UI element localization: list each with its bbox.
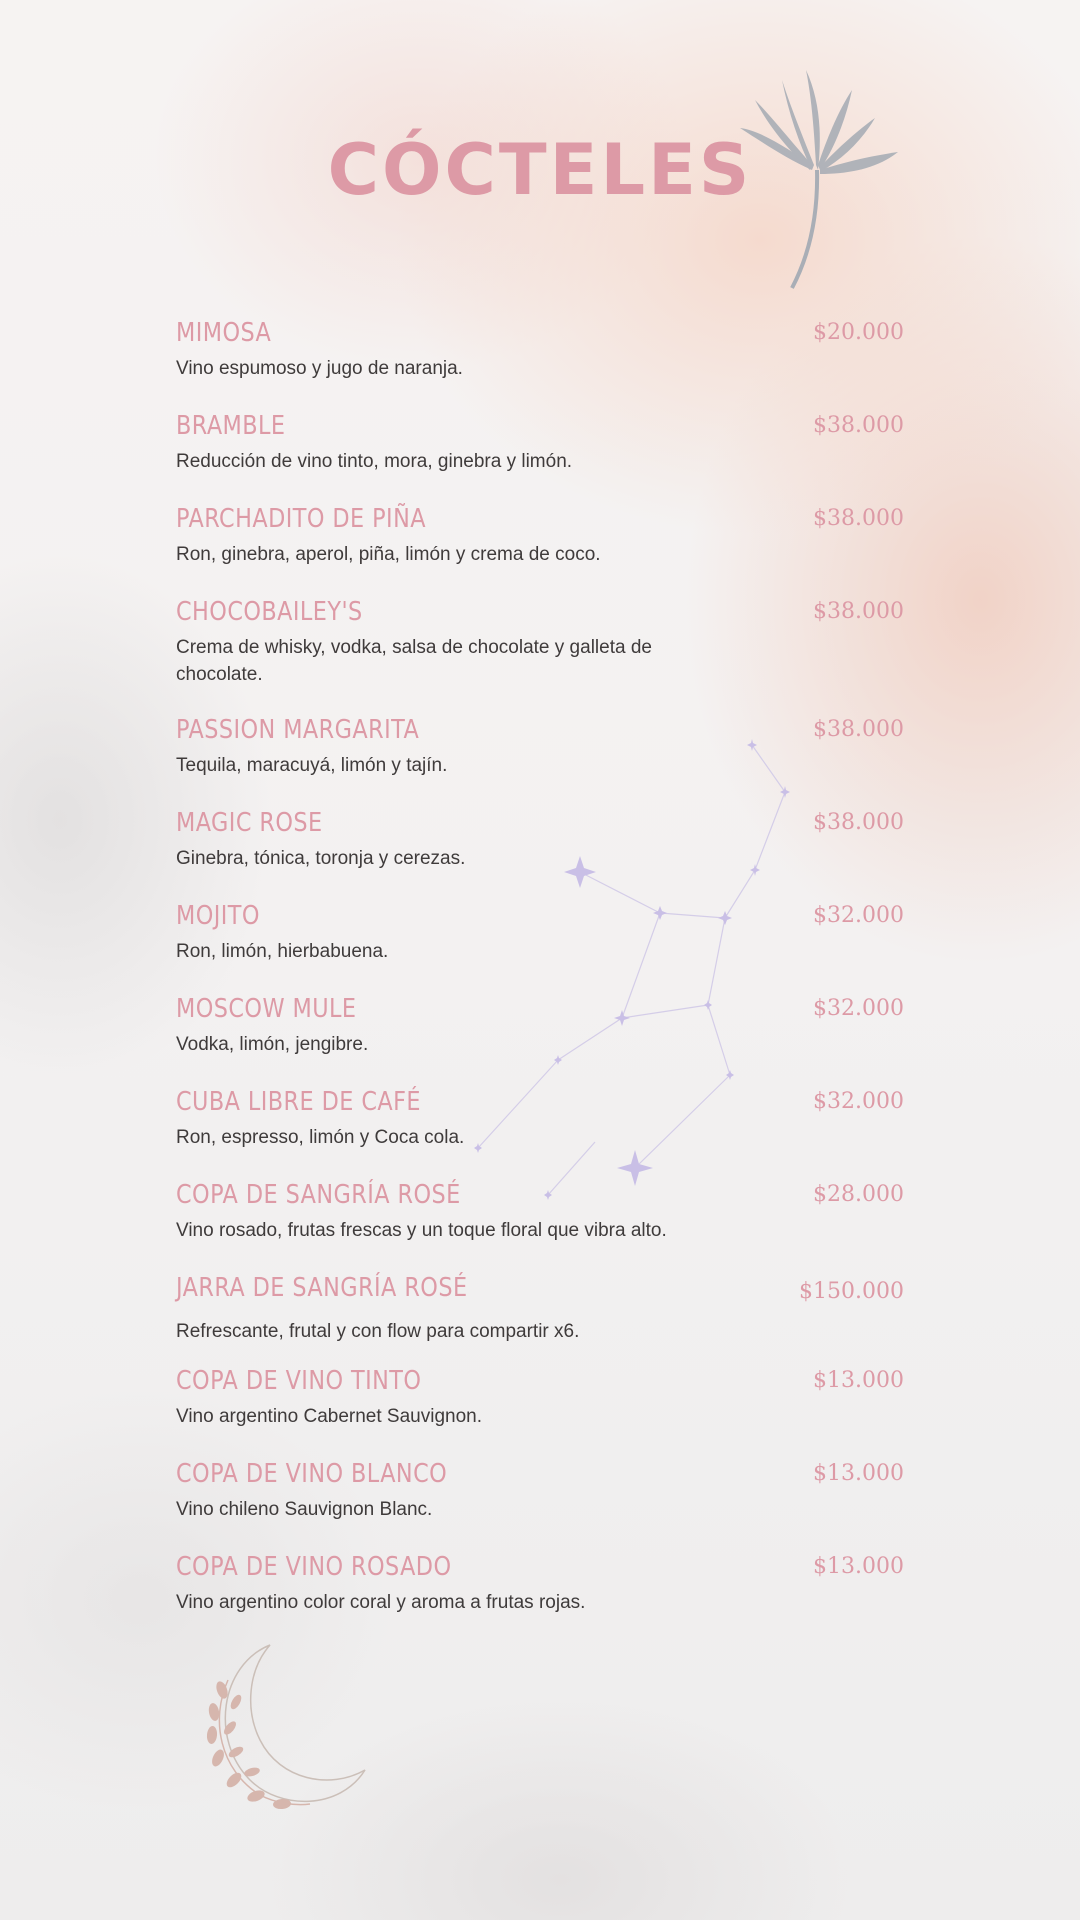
item-name: CUBA LIBRE DE CAFÉ — [176, 1087, 421, 1117]
item-price: $32.000 — [813, 996, 904, 1021]
item-description: Ron, ginebra, aperol, piña, limón y crema de coco. — [176, 544, 601, 565]
item-description: Ron, limón, hierbabuena. — [176, 941, 389, 962]
menu-item — [176, 896, 904, 989]
item-price: $150.000 — [799, 1279, 904, 1304]
item-name: MOSCOW MULE — [176, 994, 357, 1024]
item-price: $32.000 — [813, 1089, 904, 1114]
item-description: Tequila, maracuyá, limón y tajín. — [176, 755, 448, 776]
menu-item — [176, 1547, 904, 1640]
menu-item — [176, 1268, 904, 1361]
menu-item — [176, 1082, 904, 1175]
menu-item — [176, 313, 904, 406]
item-description: Refrescante, frutal y con flow para compartir x6. — [176, 1321, 580, 1342]
item-name: COPA DE VINO BLANCO — [176, 1459, 448, 1489]
item-name: BRAMBLE — [176, 411, 286, 441]
item-description: Vino argentino Cabernet Sauvignon. — [176, 1406, 482, 1427]
cocktail-menu-list — [176, 313, 904, 1640]
item-description: Crema de whisky, vodka, salsa de chocolate y galleta de chocolate. — [176, 637, 652, 685]
menu-item — [176, 406, 904, 499]
item-price: $20.000 — [813, 320, 904, 345]
item-name: COPA DE VINO TINTO — [176, 1366, 422, 1396]
item-price: $13.000 — [813, 1461, 904, 1486]
item-price: $38.000 — [813, 810, 904, 835]
item-price: $38.000 — [813, 506, 904, 531]
item-description: Ron, espresso, limón y Coca cola. — [176, 1127, 465, 1148]
item-description: Vodka, limón, jengibre. — [176, 1034, 369, 1055]
menu-item — [176, 1175, 904, 1268]
item-name: JARRA DE SANGRÍA ROSÉ — [176, 1273, 468, 1303]
menu-item — [176, 803, 904, 896]
item-description: Reducción de vino tinto, mora, ginebra y limón. — [176, 451, 573, 472]
item-price: $32.000 — [813, 903, 904, 928]
item-price: $38.000 — [813, 717, 904, 742]
item-price: $13.000 — [813, 1554, 904, 1579]
item-price: $38.000 — [813, 413, 904, 438]
item-description: Vino espumoso y jugo de naranja. — [176, 358, 463, 379]
menu-item — [176, 989, 904, 1082]
item-name: CHOCOBAILEY'S — [176, 597, 363, 627]
item-description: Vino argentino color coral y aroma a frutas rojas. — [176, 1592, 586, 1613]
item-price: $13.000 — [813, 1368, 904, 1393]
menu-item — [176, 1454, 904, 1547]
item-name: MOJITO — [176, 901, 260, 931]
menu-item — [176, 499, 904, 592]
page-title: CÓCTELES — [327, 129, 753, 211]
item-price: $38.000 — [813, 599, 904, 624]
item-description: Ginebra, tónica, toronja y cerezas. — [176, 848, 466, 869]
menu-item — [176, 1361, 904, 1454]
item-description: Vino chileno Sauvignon Blanc. — [176, 1499, 433, 1520]
item-price: $28.000 — [813, 1182, 904, 1207]
item-name: COPA DE SANGRÍA ROSÉ — [176, 1180, 461, 1210]
item-name: PARCHADITO DE PIÑA — [176, 504, 426, 534]
item-name: MAGIC ROSE — [176, 808, 323, 838]
menu-item — [176, 710, 904, 803]
crescent-moon-laurel-icon — [200, 1640, 380, 1820]
menu-item — [176, 592, 904, 710]
item-name: PASSION MARGARITA — [176, 715, 420, 745]
item-description: Vino rosado, frutas frescas y un toque floral que vibra alto. — [176, 1220, 667, 1241]
item-name: COPA DE VINO ROSADO — [176, 1552, 452, 1582]
item-name: MIMOSA — [176, 318, 272, 348]
